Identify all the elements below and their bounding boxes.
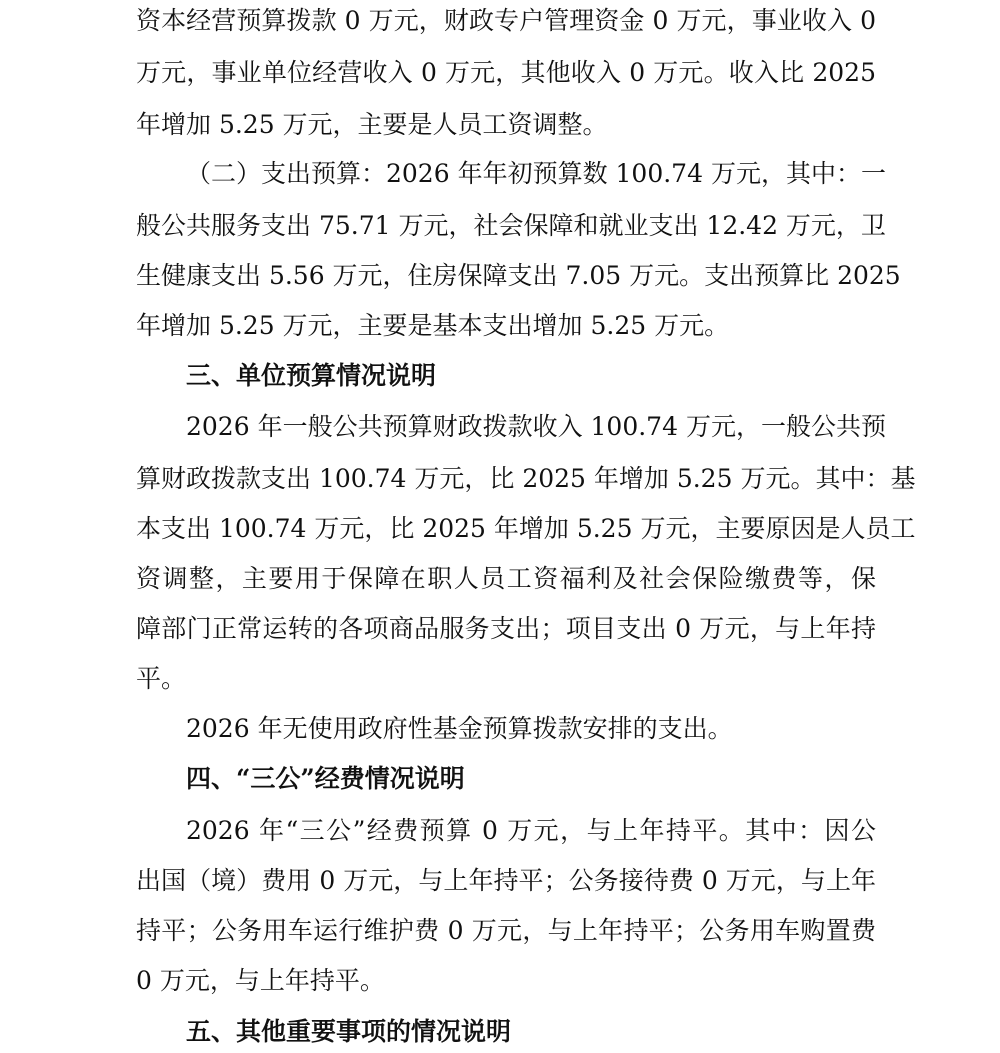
paragraph-line: 障部门正常运转的各项商品服务支出；项目支出 0 万元，与上年持 (136, 614, 876, 643)
paragraph-line: 般公共服务支出 75.71 万元，社会保障和就业支出 12.42 万元，卫 (136, 211, 886, 240)
paragraph-line: 资调整，主要用于保障在职人员工资福利及社会保险缴费等，保 (136, 564, 876, 593)
paragraph-line: 持平；公务用车运行维护费 0 万元，与上年持平；公务用车购置费 (136, 916, 876, 945)
paragraph-line: 生健康支出 5.56 万元，住房保障支出 7.05 万元。支出预算比 2025 (136, 261, 901, 290)
section-heading: 三、单位预算情况说明 (186, 361, 437, 390)
paragraph-line: 0 万元，与上年持平。 (136, 966, 385, 995)
section-heading: 四、“三公”经费情况说明 (186, 764, 465, 793)
paragraph-line: 2026 年一般公共预算财政拨款收入 100.74 万元，一般公共预 (186, 412, 886, 441)
paragraph-line: 资本经营预算拨款 0 万元，财政专户管理资金 0 万元，事业收入 0 (136, 6, 876, 35)
paragraph-line: 年增加 5.25 万元，主要是人员工资调整。 (136, 110, 608, 139)
paragraph-line: 万元，事业单位经营收入 0 万元，其他收入 0 万元。收入比 2025 (136, 58, 876, 87)
paragraph-line: 2026 年“三公”经费预算 0 万元，与上年持平。其中：因公 (186, 816, 876, 845)
paragraph-line: 算财政拨款支出 100.74 万元，比 2025 年增加 5.25 万元。其中：基 (136, 464, 916, 493)
paragraph-line: 出国（境）费用 0 万元，与上年持平；公务接待费 0 万元，与上年 (136, 866, 876, 895)
section-heading: 五、其他重要事项的情况说明 (186, 1017, 512, 1046)
paragraph-line: （二）支出预算：2026 年年初预算数 100.74 万元，其中：一 (186, 159, 886, 188)
paragraph-line: 2026 年无使用政府性基金预算拨款安排的支出。 (186, 714, 733, 743)
paragraph-line: 年增加 5.25 万元，主要是基本支出增加 5.25 万元。 (136, 311, 730, 340)
paragraph-line: 本支出 100.74 万元，比 2025 年增加 5.25 万元，主要原因是人员工 (136, 514, 916, 543)
paragraph-line: 平。 (136, 664, 187, 693)
